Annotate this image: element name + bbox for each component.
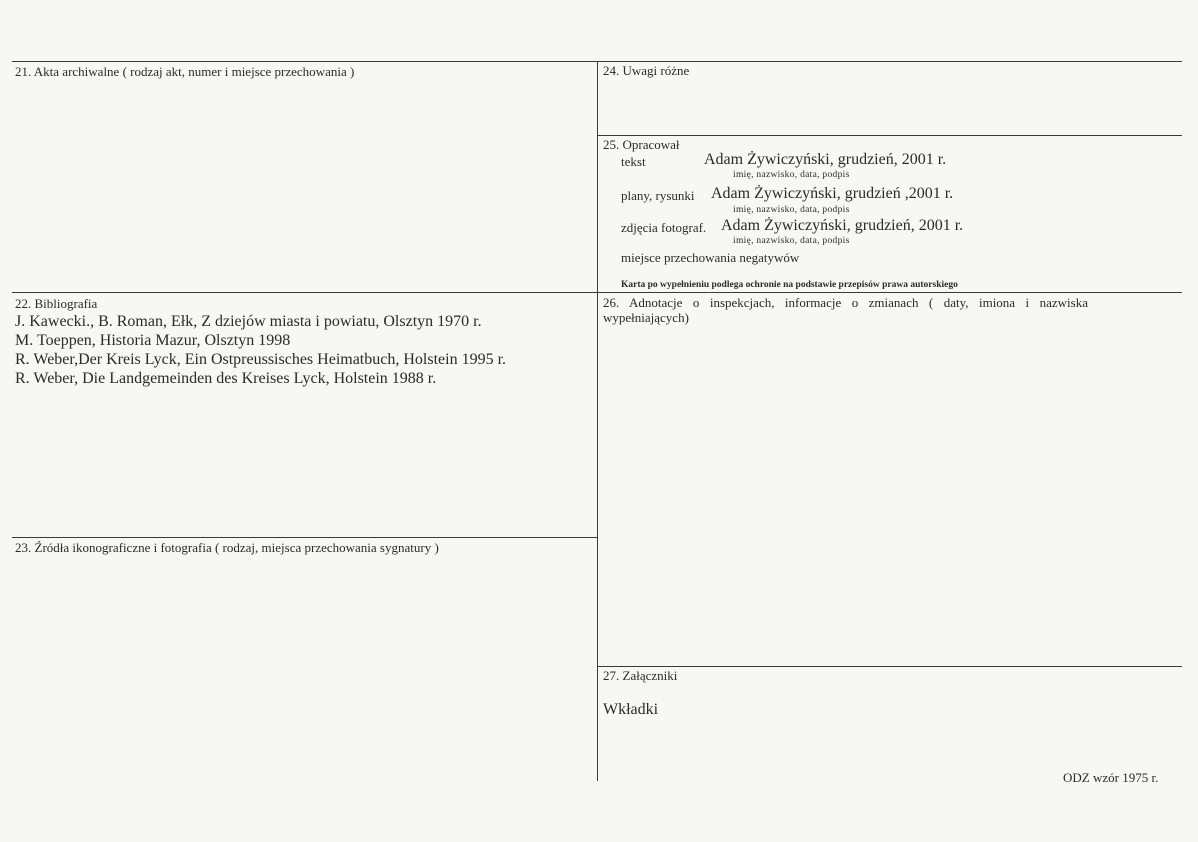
section-24-title: 24. Uwagi różne [603,63,690,78]
text-author-label: tekst [621,154,646,169]
bibliography-entry: R. Weber, Die Landgemeinden des Kreises Lyck, Holstein 1988 r. [15,370,437,387]
section-26-title: 26. Adnotacje o inspekcjach, informacje o zmianach ( daty, imiona i nazwiska wypełniających) [603,295,1088,325]
plans-author-value: Adam Żywiczyński, grudzień ,2001 r. [711,185,954,202]
form-identifier: ODZ wzór 1975 r. [1063,770,1159,785]
section-21-title: 21. Akta archiwalne ( rodzaj akt, numer i miejsce przechowania ) [15,64,355,79]
copyright-note: Karta po wypełnieniu podlega ochronie na podstawie przepisów prawa autorskiego [621,280,958,290]
plans-author-hint: imię, nazwisko, data, podpis [733,205,850,215]
bibliography-entry: J. Kawecki., B. Roman, Ełk, Z dziejów miasta i powiatu, Olsztyn 1970 r. [15,313,482,330]
rule-22-26-top [12,292,1182,293]
section-25-title: 25. Opracował [603,137,680,152]
bibliography-entry: M. Toeppen, Historia Mazur, Olsztyn 1998 [15,332,291,349]
section-27-title: 27. Załączniki [603,668,678,683]
rule-27-top [597,666,1182,667]
bibliography-entry: R. Weber,Der Kreis Lyck, Ein Ostpreussisches Heimatbuch, Holstein 1995 r. [15,351,507,368]
photos-author-hint: imię, nazwisko, data, podpis [733,236,850,246]
section-23-title: 23. Źródła ikonograficzne i fotografia ( rodzaj, miejsca przechowania sygnatury ) [15,540,439,555]
rule-23-top [12,537,597,538]
negatives-location-label: miejsce przechowania negatywów [621,250,800,265]
plans-author-label: plany, rysunki [621,188,695,203]
photos-author-value: Adam Żywiczyński, grudzień, 2001 r. [721,217,964,234]
photos-author-label: zdjęcia fotograf. [621,220,707,235]
section-22-title: 22. Bibliografia [15,296,98,311]
attachments-value: Wkładki [603,701,659,718]
text-author-value: Adam Żywiczyński, grudzień, 2001 r. [704,151,947,168]
text-author-hint: imię, nazwisko, data, podpis [733,170,850,180]
center-divider [597,61,598,781]
rule-25-top [597,135,1182,136]
